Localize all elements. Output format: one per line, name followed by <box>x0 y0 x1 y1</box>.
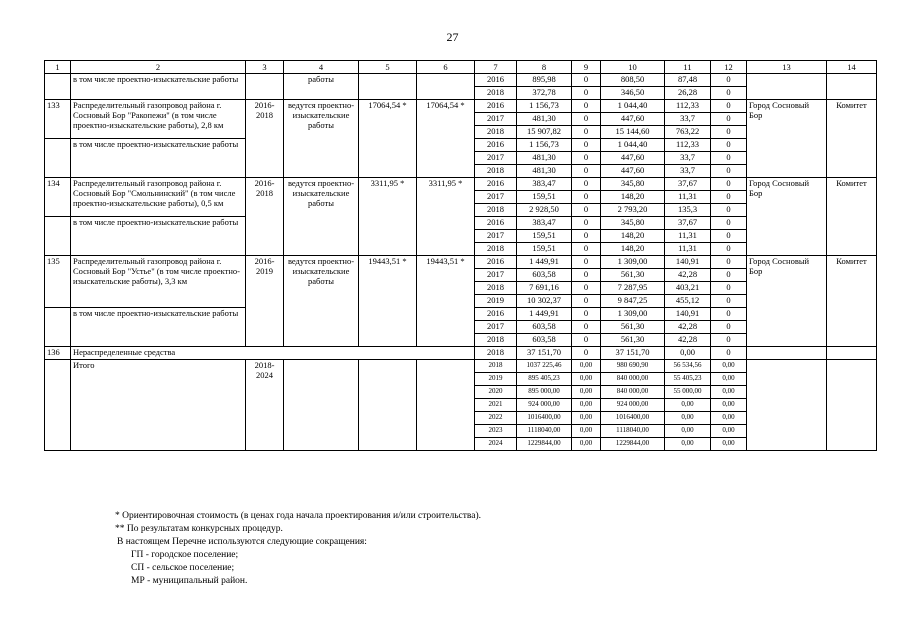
local-cell: 11,31 <box>665 243 711 256</box>
object-name-cell: в том числе проектно-изыскательские работы <box>71 74 246 100</box>
regional-cell: 1016400,00 <box>601 412 665 425</box>
federal-cell: 0 <box>572 74 601 87</box>
federal-cell: 0,00 <box>572 360 601 373</box>
federal-cell: 0,00 <box>572 399 601 412</box>
regional-cell: 447,60 <box>601 165 665 178</box>
federal-cell: 0,00 <box>572 438 601 451</box>
header-col-10: 10 <box>601 61 665 74</box>
other-cell: 0,00 <box>711 425 747 438</box>
local-cell: 140,91 <box>665 256 711 269</box>
header-row <box>45 61 877 74</box>
note-abbreviations: В настоящем Перечне используются следующие сокращения: <box>117 537 367 547</box>
year-cell: 2017 <box>475 191 517 204</box>
responsible-cell: Комитет <box>827 100 877 178</box>
local-cell: 0,00 <box>665 412 711 425</box>
estimate2-cell: 3311,95 * <box>417 178 475 256</box>
other-cell: 0 <box>711 100 747 113</box>
total-cell: 7 691,16 <box>517 282 572 295</box>
regional-cell: 15 144,60 <box>601 126 665 139</box>
year-cell: 2016 <box>475 178 517 191</box>
total-cell: 1118040,00 <box>517 425 572 438</box>
estimate-cell <box>359 360 417 451</box>
header-col-5: 5 <box>359 61 417 74</box>
local-cell: 0,00 <box>665 399 711 412</box>
investment-table <box>44 60 877 451</box>
regional-cell: 346,50 <box>601 87 665 100</box>
header-col-11: 11 <box>665 61 711 74</box>
status-cell: ведутся проектно-изыскательские работы <box>284 178 359 256</box>
regional-cell: 9 847,25 <box>601 295 665 308</box>
year-cell: 2016 <box>475 139 517 152</box>
local-cell: 112,33 <box>665 139 711 152</box>
other-cell: 0,00 <box>711 360 747 373</box>
year-cell: 2019 <box>475 373 517 386</box>
federal-cell: 0 <box>572 230 601 243</box>
local-cell: 26,28 <box>665 87 711 100</box>
year-cell: 2016 <box>475 308 517 321</box>
year-cell: 2018 <box>475 204 517 217</box>
total-cell: 603,58 <box>517 334 572 347</box>
federal-cell: 0 <box>572 334 601 347</box>
year-cell: 2019 <box>475 295 517 308</box>
federal-cell: 0 <box>572 204 601 217</box>
local-cell: 42,28 <box>665 321 711 334</box>
row-num-cell: 136 <box>45 347 71 360</box>
year-cell: 2018 <box>475 282 517 295</box>
total-cell: 15 907,82 <box>517 126 572 139</box>
other-cell: 0,00 <box>711 438 747 451</box>
total-cell: 1 156,73 <box>517 139 572 152</box>
local-cell: 0,00 <box>665 438 711 451</box>
object-name-cell: в том числе проектно-изыскательские работы <box>71 308 246 347</box>
estimate2-cell <box>417 360 475 451</box>
local-cell: 33,7 <box>665 152 711 165</box>
other-cell: 0 <box>711 334 747 347</box>
header-col-7: 7 <box>475 61 517 74</box>
regional-cell: 447,60 <box>601 113 665 126</box>
row-num-cell <box>45 217 71 256</box>
regional-cell: 924 000,00 <box>601 399 665 412</box>
total-cell: 481,30 <box>517 152 572 165</box>
other-cell: 0,00 <box>711 386 747 399</box>
other-cell: 0 <box>711 308 747 321</box>
total-cell: 603,58 <box>517 321 572 334</box>
regional-cell: 840 000,00 <box>601 386 665 399</box>
note-competition: ** По результатам конкурсных процедур. <box>115 524 283 534</box>
estimate2-cell: 17064,54 * <box>417 100 475 178</box>
estimate-cell <box>359 74 417 100</box>
local-cell: 0,00 <box>665 347 711 360</box>
object-name-cell: в том числе проектно-изыскательские работы <box>71 217 246 256</box>
period-cell <box>246 74 284 100</box>
total-cell: 895 405,23 <box>517 373 572 386</box>
place-cell <box>747 74 827 100</box>
total-cell: 481,30 <box>517 165 572 178</box>
federal-cell: 0 <box>572 100 601 113</box>
federal-cell: 0 <box>572 282 601 295</box>
header-col-3: 3 <box>246 61 284 74</box>
other-cell: 0 <box>711 347 747 360</box>
other-cell: 0 <box>711 113 747 126</box>
page-number: 27 <box>446 30 459 44</box>
year-cell: 2018 <box>475 243 517 256</box>
object-name-cell: Нераспределенные средства <box>71 347 475 360</box>
total-cell: 1037 225,46 <box>517 360 572 373</box>
table-row <box>45 100 877 113</box>
local-cell: 37,67 <box>665 178 711 191</box>
federal-cell: 0 <box>572 256 601 269</box>
header-col-9: 9 <box>572 61 601 74</box>
local-cell: 56 534,56 <box>665 360 711 373</box>
regional-cell: 7 287,95 <box>601 282 665 295</box>
year-cell: 2016 <box>475 217 517 230</box>
total-cell: 37 151,70 <box>517 347 572 360</box>
federal-cell: 0 <box>572 126 601 139</box>
place-cell: Город Сосновый Бор <box>747 256 827 347</box>
regional-cell: 345,80 <box>601 178 665 191</box>
year-cell: 2017 <box>475 321 517 334</box>
total-cell: 159,51 <box>517 230 572 243</box>
year-cell: 2016 <box>475 256 517 269</box>
note-sp: СП - сельское поселение; <box>131 563 235 573</box>
period-cell: 2016-2019 <box>246 256 284 347</box>
other-cell: 0 <box>711 178 747 191</box>
local-cell: 11,31 <box>665 191 711 204</box>
federal-cell: 0 <box>572 347 601 360</box>
other-cell: 0 <box>711 126 747 139</box>
federal-cell: 0,00 <box>572 425 601 438</box>
federal-cell: 0 <box>572 178 601 191</box>
federal-cell: 0 <box>572 152 601 165</box>
local-cell: 763,22 <box>665 126 711 139</box>
status-cell: ведутся проектно-изыскательские работы <box>284 100 359 178</box>
year-cell: 2024 <box>475 438 517 451</box>
regional-cell: 1 309,00 <box>601 256 665 269</box>
responsible-cell <box>827 347 877 360</box>
year-cell: 2018 <box>475 347 517 360</box>
year-cell: 2023 <box>475 425 517 438</box>
local-cell: 33,7 <box>665 113 711 126</box>
regional-cell: 148,20 <box>601 230 665 243</box>
regional-cell: 1 309,00 <box>601 308 665 321</box>
total-cell: 1016400,00 <box>517 412 572 425</box>
row-num-cell <box>45 74 71 100</box>
other-cell: 0 <box>711 282 747 295</box>
other-cell: 0 <box>711 139 747 152</box>
header-col-8: 8 <box>517 61 572 74</box>
place-cell: Город Сосновый Бор <box>747 100 827 178</box>
period-cell: 2016-2018 <box>246 178 284 256</box>
period-cell: 2016-2018 <box>246 100 284 178</box>
other-cell: 0 <box>711 295 747 308</box>
regional-cell: 148,20 <box>601 191 665 204</box>
row-num-cell <box>45 360 71 451</box>
regional-cell: 561,30 <box>601 334 665 347</box>
other-cell: 0 <box>711 321 747 334</box>
row-num-cell: 134 <box>45 178 71 217</box>
total-cell: 159,51 <box>517 243 572 256</box>
federal-cell: 0 <box>572 191 601 204</box>
federal-cell: 0,00 <box>572 412 601 425</box>
regional-cell: 980 690,90 <box>601 360 665 373</box>
total-cell: 924 000,00 <box>517 399 572 412</box>
federal-cell: 0,00 <box>572 373 601 386</box>
regional-cell: 1 044,40 <box>601 100 665 113</box>
federal-cell: 0 <box>572 243 601 256</box>
footnotes <box>115 510 481 588</box>
total-cell: 372,78 <box>517 87 572 100</box>
header-col-12: 12 <box>711 61 747 74</box>
estimate2-cell <box>417 74 475 100</box>
year-cell: 2018 <box>475 360 517 373</box>
other-cell: 0 <box>711 230 747 243</box>
regional-cell: 1 044,40 <box>601 139 665 152</box>
federal-cell: 0 <box>572 269 601 282</box>
regional-cell: 345,80 <box>601 217 665 230</box>
local-cell: 112,33 <box>665 100 711 113</box>
federal-cell: 0 <box>572 308 601 321</box>
note-gp: ГП - городское поселение; <box>131 550 239 560</box>
object-name-cell: Распределительный газопровод района г. Сосновый Бор "Ракопежи" (в том числе проектно-изыскательские работы), 2,8 км <box>71 100 246 139</box>
local-cell: 0,00 <box>665 425 711 438</box>
federal-cell: 0 <box>572 139 601 152</box>
row-num-cell <box>45 308 71 347</box>
table-row <box>45 360 877 373</box>
year-cell: 2018 <box>475 165 517 178</box>
other-cell: 0,00 <box>711 373 747 386</box>
local-cell: 87,48 <box>665 74 711 87</box>
place-cell <box>747 347 827 360</box>
total-cell: 10 302,37 <box>517 295 572 308</box>
local-cell: 11,31 <box>665 230 711 243</box>
other-cell: 0 <box>711 269 747 282</box>
total-cell: 159,51 <box>517 191 572 204</box>
regional-cell: 840 000,00 <box>601 373 665 386</box>
local-cell: 42,28 <box>665 269 711 282</box>
year-cell: 2018 <box>475 87 517 100</box>
local-cell: 55 000,00 <box>665 386 711 399</box>
regional-cell: 1118040,00 <box>601 425 665 438</box>
estimate2-cell: 19443,51 * <box>417 256 475 347</box>
regional-cell: 561,30 <box>601 321 665 334</box>
table-row <box>45 74 877 87</box>
year-cell: 2017 <box>475 113 517 126</box>
total-cell: 895 000,00 <box>517 386 572 399</box>
total-cell: 895,98 <box>517 74 572 87</box>
total-cell: 1 156,73 <box>517 100 572 113</box>
total-cell: 383,47 <box>517 217 572 230</box>
row-num-cell <box>45 139 71 178</box>
object-name-cell: Распределительный газопровод района г. Сосновый Бор "Устье" (в том числе проектно-изыскательские работы), 3,3 км <box>71 256 246 308</box>
federal-cell: 0 <box>572 295 601 308</box>
total-cell: 1 449,91 <box>517 308 572 321</box>
year-cell: 2021 <box>475 399 517 412</box>
total-cell: 383,47 <box>517 178 572 191</box>
responsible-cell <box>827 74 877 100</box>
regional-cell: 148,20 <box>601 243 665 256</box>
regional-cell: 561,30 <box>601 269 665 282</box>
object-name-cell: Итого <box>71 360 246 451</box>
place-cell <box>747 360 827 451</box>
table-row <box>45 178 877 191</box>
total-cell: 603,58 <box>517 269 572 282</box>
header-col-14: 14 <box>827 61 877 74</box>
other-cell: 0 <box>711 256 747 269</box>
other-cell: 0 <box>711 204 747 217</box>
other-cell: 0 <box>711 217 747 230</box>
other-cell: 0 <box>711 152 747 165</box>
local-cell: 37,67 <box>665 217 711 230</box>
other-cell: 0 <box>711 243 747 256</box>
table-row <box>45 347 877 360</box>
header-col-1: 1 <box>45 61 71 74</box>
year-cell: 2017 <box>475 230 517 243</box>
total-cell: 2 928,50 <box>517 204 572 217</box>
status-cell <box>284 360 359 451</box>
local-cell: 42,28 <box>665 334 711 347</box>
other-cell: 0 <box>711 191 747 204</box>
regional-cell: 808,50 <box>601 74 665 87</box>
responsible-cell: Комитет <box>827 178 877 256</box>
federal-cell: 0 <box>572 321 601 334</box>
year-cell: 2017 <box>475 152 517 165</box>
other-cell: 0,00 <box>711 399 747 412</box>
total-cell: 481,30 <box>517 113 572 126</box>
table-row <box>45 256 877 269</box>
federal-cell: 0 <box>572 165 601 178</box>
object-name-cell: Распределительный газопровод района г. Сосновый Бор "Смольнинский" (в том числе проектно-изыскательские работы), 0,5 км <box>71 178 246 217</box>
other-cell: 0,00 <box>711 412 747 425</box>
year-cell: 2017 <box>475 269 517 282</box>
responsible-cell <box>827 360 877 451</box>
responsible-cell: Комитет <box>827 256 877 347</box>
header-col-2: 2 <box>71 61 246 74</box>
federal-cell: 0 <box>572 87 601 100</box>
place-cell: Город Сосновый Бор <box>747 178 827 256</box>
local-cell: 33,7 <box>665 165 711 178</box>
year-cell: 2016 <box>475 100 517 113</box>
note-estimated-cost: * Ориентировочная стоимость (в ценах года начала проектирования и/или строительства). <box>115 511 482 521</box>
local-cell: 403,21 <box>665 282 711 295</box>
regional-cell: 447,60 <box>601 152 665 165</box>
object-name-cell: в том числе проектно-изыскательские работы <box>71 139 246 178</box>
regional-cell: 37 151,70 <box>601 347 665 360</box>
local-cell: 55 405,23 <box>665 373 711 386</box>
row-num-cell: 133 <box>45 100 71 139</box>
local-cell: 135,3 <box>665 204 711 217</box>
header-col-4: 4 <box>284 61 359 74</box>
year-cell: 2018 <box>475 334 517 347</box>
estimate-cell: 19443,51 * <box>359 256 417 347</box>
estimate-cell: 3311,95 * <box>359 178 417 256</box>
row-num-cell: 135 <box>45 256 71 308</box>
other-cell: 0 <box>711 87 747 100</box>
other-cell: 0 <box>711 74 747 87</box>
estimate-cell: 17064,54 * <box>359 100 417 178</box>
federal-cell: 0,00 <box>572 386 601 399</box>
regional-cell: 1229844,00 <box>601 438 665 451</box>
period-cell: 2018-2024 <box>246 360 284 451</box>
note-mr: МР - муниципальный район. <box>131 576 248 586</box>
status-cell: работы <box>284 74 359 100</box>
year-cell: 2022 <box>475 412 517 425</box>
other-cell: 0 <box>711 165 747 178</box>
total-cell: 1229844,00 <box>517 438 572 451</box>
header-col-6: 6 <box>417 61 475 74</box>
federal-cell: 0 <box>572 217 601 230</box>
year-cell: 2018 <box>475 126 517 139</box>
year-cell: 2016 <box>475 74 517 87</box>
federal-cell: 0 <box>572 113 601 126</box>
year-cell: 2020 <box>475 386 517 399</box>
status-cell: ведутся проектно-изыскательские работы <box>284 256 359 347</box>
header-col-13: 13 <box>747 61 827 74</box>
total-cell: 1 449,91 <box>517 256 572 269</box>
regional-cell: 2 793,20 <box>601 204 665 217</box>
local-cell: 455,12 <box>665 295 711 308</box>
local-cell: 140,91 <box>665 308 711 321</box>
